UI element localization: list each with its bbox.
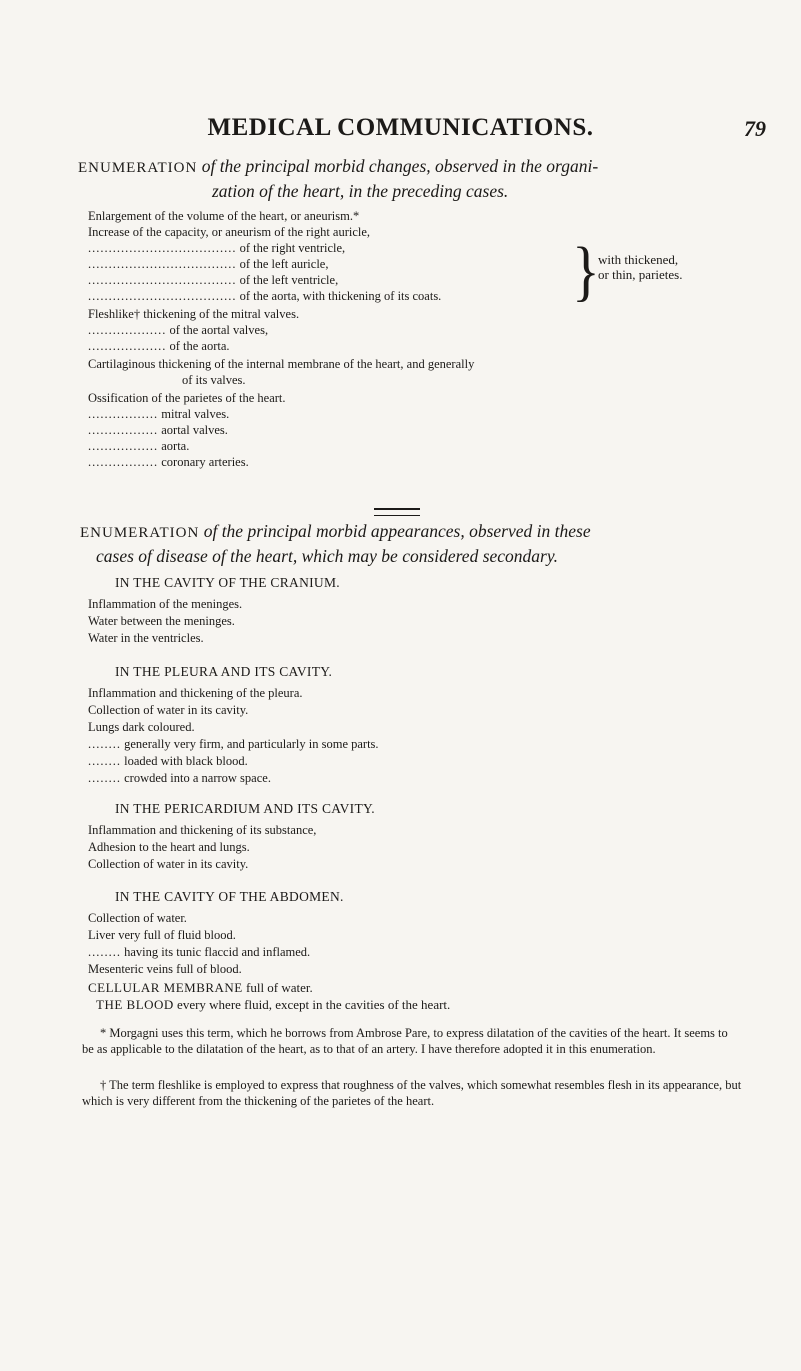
pleura-line-1: Collection of water in its cavity. <box>88 703 249 717</box>
section1-heading-lead: ENUMERATION <box>78 160 198 176</box>
cranium-heading: IN THE CAVITY OF THE CRANIUM. <box>115 575 340 590</box>
s1-line-13: aortal valves. <box>161 423 228 437</box>
pleura-line-3-row: ........ generally very firm, and particularly in some parts. <box>88 737 379 751</box>
s1-line-14: aorta. <box>161 439 190 453</box>
section2-heading-lead: ENUMERATION <box>80 525 200 541</box>
pleura-line-3: generally very firm, and particularly in some parts. <box>124 737 379 751</box>
footnote-1: † The term fleshlike is employed to express that roughness of the valves, which somewhat resembles flesh in its appearance, but which is very different from the thickening of the parietes of the heart. <box>82 1078 742 1108</box>
s1-line-6: Fleshlike† thickening of the mitral valves. <box>88 307 300 321</box>
s1-line-12: mitral valves. <box>161 407 230 421</box>
right-brace: } <box>572 233 600 308</box>
s1-line-15: coronary arteries. <box>161 455 249 469</box>
cranium-line-1: Water between the meninges. <box>88 614 235 628</box>
s1-line-5-row: .................................... of the aorta, with thickening of its coats. <box>88 289 442 303</box>
pericardium-line-2: Collection of water in its cavity. <box>88 857 249 871</box>
abdomen-heading: IN THE CAVITY OF THE ABDOMEN. <box>115 889 344 904</box>
footnote-dagger <box>82 1077 742 1109</box>
footnote-asterisk <box>82 1025 742 1057</box>
abdomen-line-3: Mesenteric veins full of blood. <box>88 962 242 976</box>
s1-line-12-row: ................. mitral valves. <box>88 407 230 421</box>
section2-heading-rest: of the principal morbid appearances, observed in these <box>199 521 591 541</box>
s1-line-2: of the right ventricle, <box>239 241 346 255</box>
s1-line-7-row: ................... of the aortal valves, <box>88 323 269 337</box>
blood-line <box>96 997 450 1013</box>
pleura-line-5: crowded into a narrow space. <box>124 771 271 785</box>
blood-rest: every where fluid, except in the cavities of the heart. <box>173 997 451 1012</box>
pleura-line-4: loaded with black blood. <box>124 754 248 768</box>
pleura-line-2: Lungs dark coloured. <box>88 720 195 734</box>
brace-text-0: with thickened, <box>598 252 679 267</box>
s1-line-0: Enlargement of the volume of the heart, or aneurism.* <box>88 209 360 223</box>
s1-line-8: of the aorta. <box>169 339 230 353</box>
pleura-heading: IN THE PLEURA AND ITS CAVITY. <box>115 664 333 679</box>
cranium-line-2: Water in the ventricles. <box>88 631 204 645</box>
s1-line-4: of the left ventricle, <box>239 273 339 287</box>
s1-line-3-row: .................................... of the left auricle, <box>88 257 329 271</box>
page-header <box>0 114 801 144</box>
s1-line-10: of its valves. <box>182 373 246 387</box>
s1-line-4-row: .................................... of the left ventricle, <box>88 273 339 287</box>
footnote-0: * Morgagni uses this term, which he borrows from Ambrose Pare, to express dilatation of the cavities of the heart. It seems to be as applicable to the dilatation of the heart, as to that of an artery. I have therefore adopted it in this enumeration. <box>82 1026 728 1056</box>
s1-line-9: Cartilaginous thickening of the internal membrane of the heart, and generally <box>88 357 475 371</box>
cellular-rest: full of water. <box>242 980 313 995</box>
blood-lead: THE BLOOD <box>96 997 174 1012</box>
pleura-line-0: Inflammation and thickening of the pleura. <box>88 686 303 700</box>
section1-heading-rest: of the principal morbid changes, observed in the organi- <box>197 156 599 176</box>
s1-line-3: of the left auricle, <box>239 257 329 271</box>
abdomen-line-1: Liver very full of fluid blood. <box>88 928 236 942</box>
s1-line-15-row: ................. coronary arteries. <box>88 455 249 469</box>
section-divider-rule <box>374 508 420 516</box>
cranium-line-0: Inflammation of the meninges. <box>88 597 243 611</box>
s1-line-2-row: .................................... of the right ventricle, <box>88 241 346 255</box>
page-number: 79 <box>744 116 766 141</box>
pleura-line-4-row: ........ loaded with black blood. <box>88 754 248 768</box>
pericardium-line-0: Inflammation and thickening of its substance, <box>88 823 317 837</box>
section1-heading <box>78 155 598 179</box>
abdomen-line-2-row: ........ having its tunic flaccid and inflamed. <box>88 945 311 959</box>
brace-text-1: or thin, parietes. <box>598 267 683 282</box>
cellular-lead: CELLULAR MEMBRANE <box>88 980 243 995</box>
s1-line-8-row: ................... of the aorta. <box>88 339 230 353</box>
running-title: MEDICAL COMMUNICATIONS. <box>207 114 594 141</box>
pleura-line-5-row: ........ crowded into a narrow space. <box>88 771 271 785</box>
section1-heading-line2: zation of the heart, in the preceding cases. <box>212 181 509 201</box>
s1-line-14-row: ................. aorta. <box>88 439 190 453</box>
section2-heading <box>80 520 591 544</box>
cellular-membrane-line <box>88 980 313 996</box>
pericardium-line-1: Adhesion to the heart and lungs. <box>88 840 250 854</box>
pericardium-heading: IN THE PERICARDIUM AND ITS CAVITY. <box>115 801 375 816</box>
s1-line-5: of the aorta, with thickening of its coats. <box>239 289 442 303</box>
abdomen-line-0: Collection of water. <box>88 911 187 925</box>
section2-heading-line2: cases of disease of the heart, which may be considered secondary. <box>96 546 559 566</box>
s1-line-7: of the aortal valves, <box>169 323 269 337</box>
s1-line-11: Ossification of the parietes of the heart. <box>88 391 286 405</box>
s1-line-1: Increase of the capacity, or aneurism of the right auricle, <box>88 225 371 239</box>
abdomen-line-2: having its tunic flaccid and inflamed. <box>124 945 311 959</box>
s1-line-13-row: ................. aortal valves. <box>88 423 228 437</box>
